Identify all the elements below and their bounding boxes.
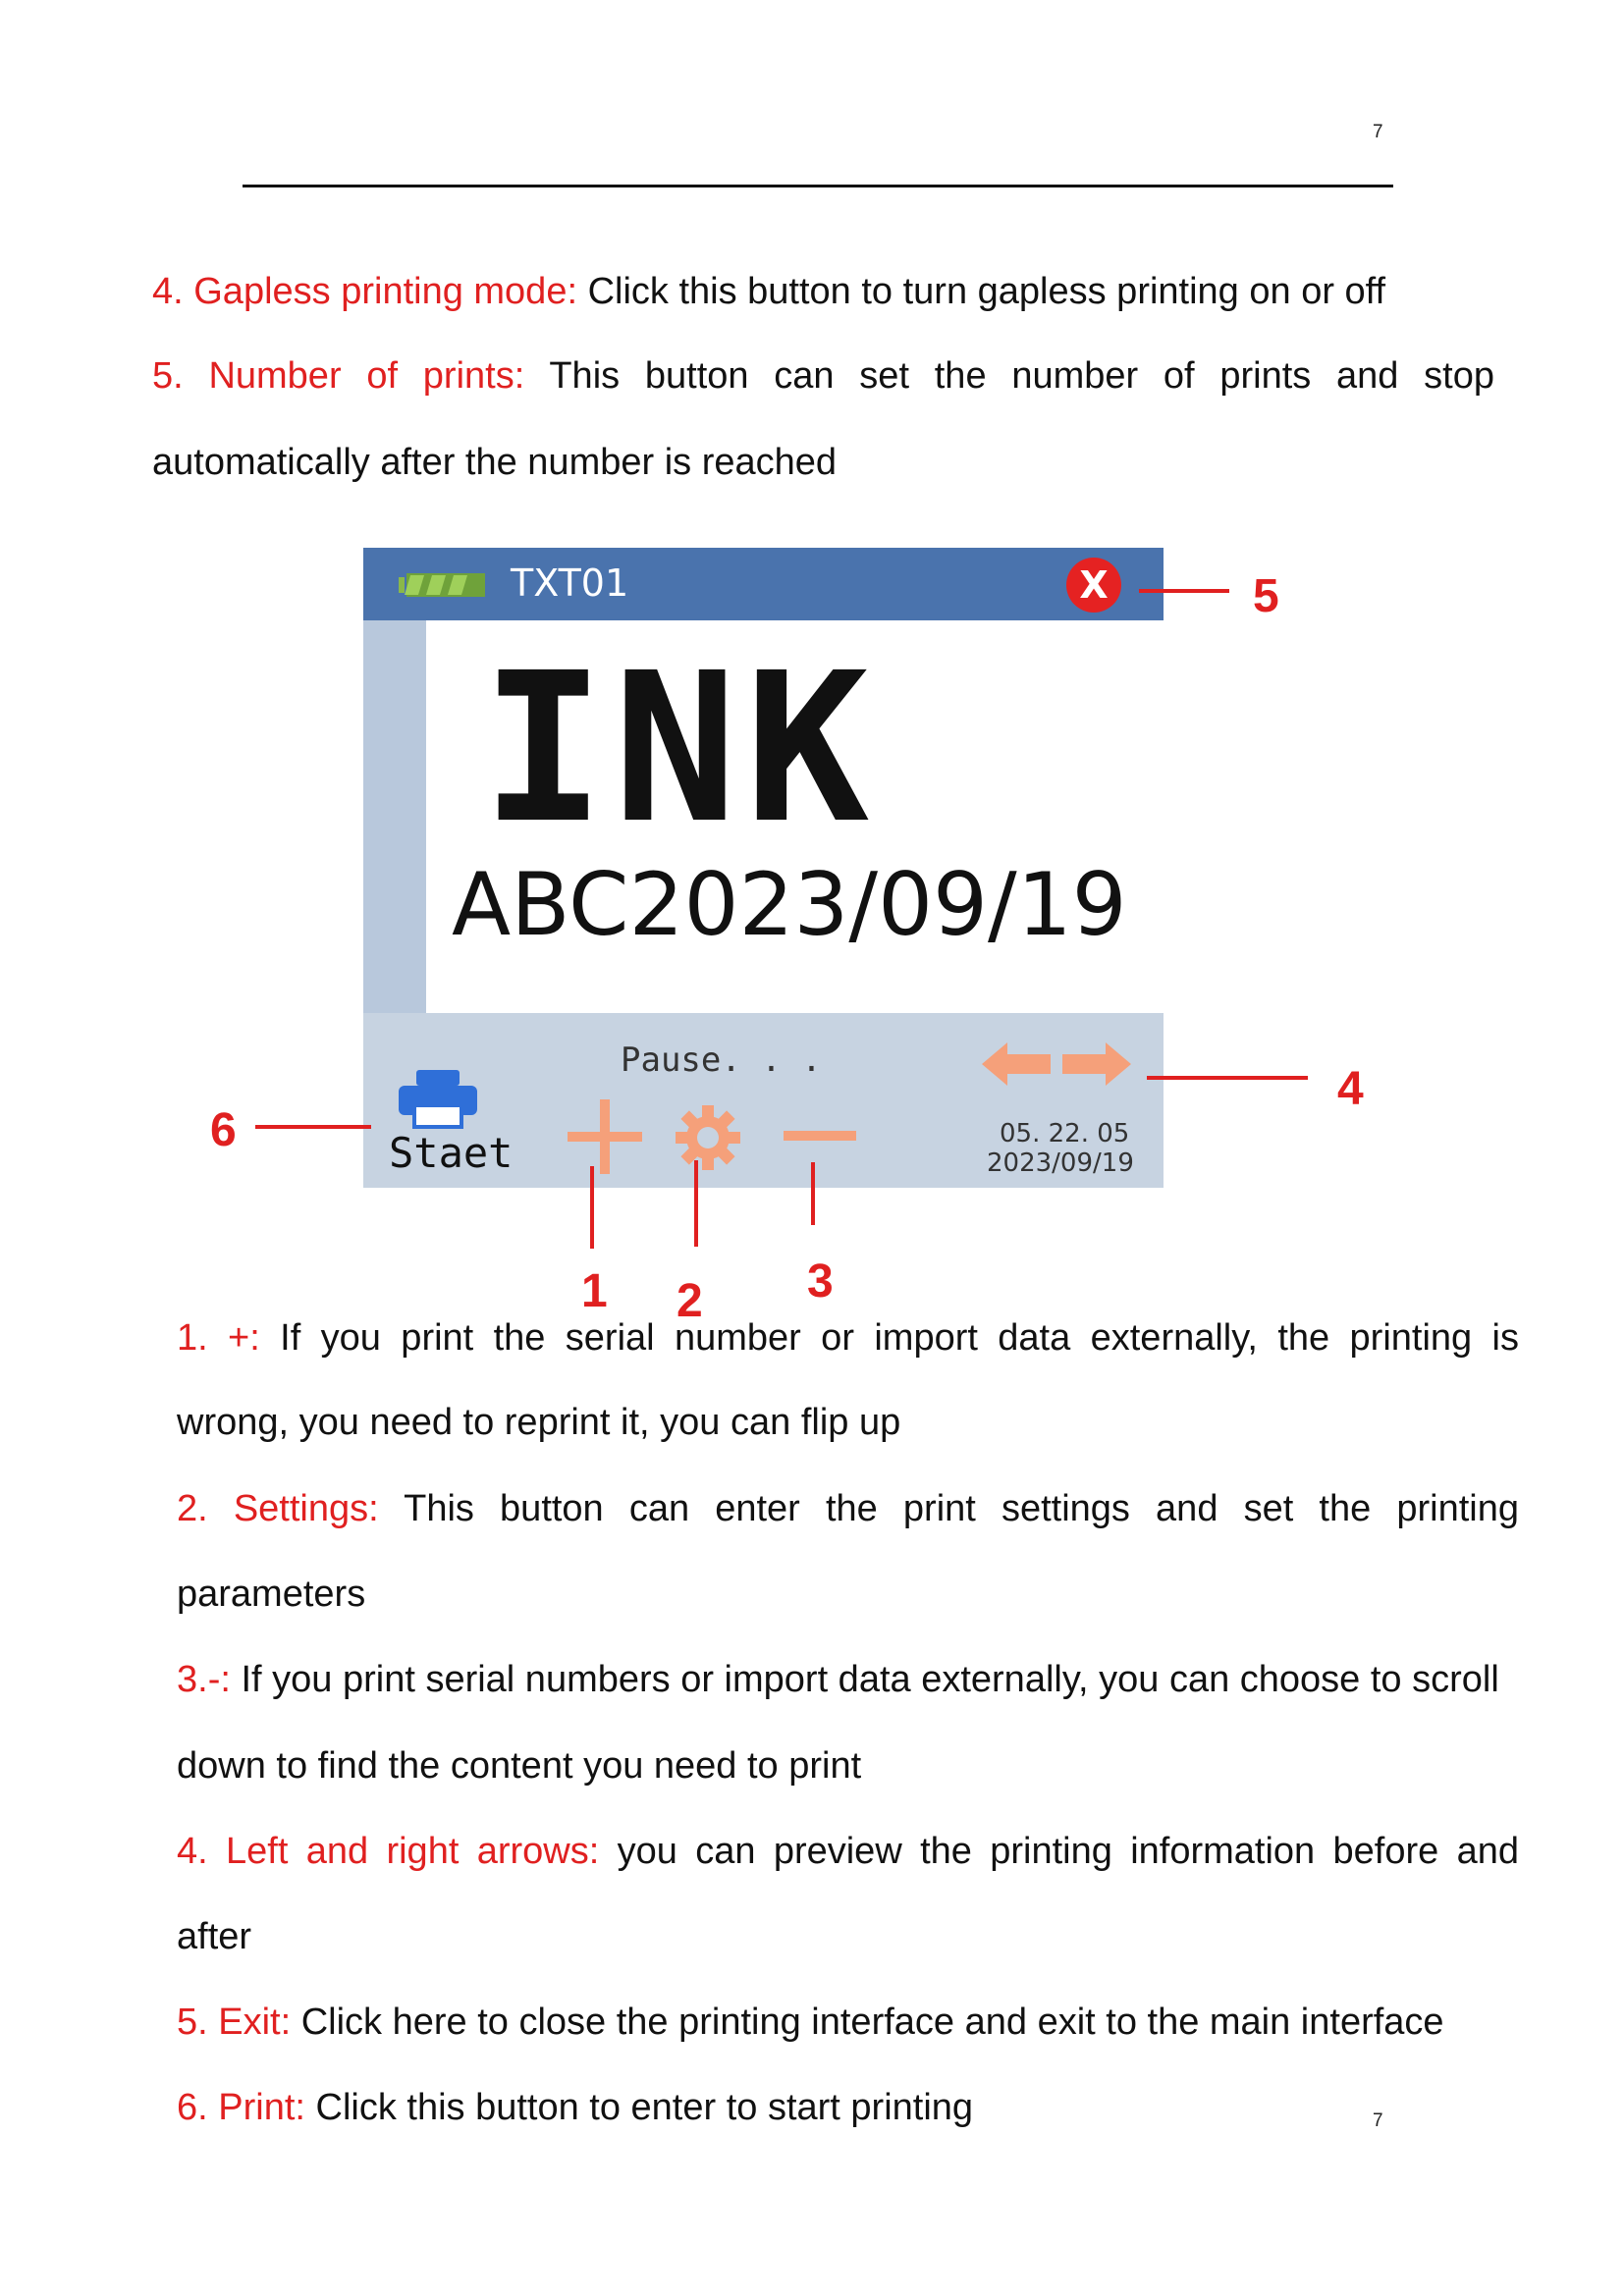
callout-3: 3 [807,1255,834,1308]
desc-item-4-continuation: after [177,1916,252,1957]
printer-screen [363,548,1164,1188]
desc-item-4-label: 4. Left and right arrows: [177,1831,600,1872]
desc-item-1-text: If you print the serial number or import data externally, the printing is [259,1317,1519,1359]
intro-item-4 [152,273,1385,310]
desc-item-2-label: 2. Settings: [177,1488,379,1529]
screen-code-text: ABC2023/09/19 [452,854,1127,955]
desc-item-5-text: Click here to close the printing interface and exit to the main interface [291,2002,1444,2043]
desc-item-5-label: 5. Exit: [177,2002,292,2043]
desc-item-6-text: Click this button to enter to start printing [304,2087,974,2128]
callout-line-5 [1139,589,1229,593]
page-number-bottom: 7 [1373,2110,1383,2131]
screen-time: 05. 22. 05 [1000,1119,1130,1148]
desc-item-6-label: 6. Print: [177,2087,305,2128]
screen-main-text: INK [481,628,878,869]
header-rule [243,185,1393,187]
callout-4: 4 [1337,1063,1364,1115]
intro-item-5-text: This button can set the number of prints and stop [524,355,1495,397]
intro-item-5-continuation: automatically after the number is reached [152,442,838,483]
exit-button[interactable]: X [1066,558,1121,613]
screen-date: 2023/09/19 [987,1148,1134,1178]
callout-line-6 [255,1125,371,1129]
callout-5: 5 [1253,570,1279,622]
desc-item-1-label: 1. +: [177,1317,260,1359]
screen-status: Pause. . . [621,1041,822,1080]
printer-icon [397,1070,479,1129]
desc-item-3-text: If you print serial numbers or import data externally, you can choose to scroll [230,1659,1499,1700]
desc-item-2-text: This button can enter the print settings and set the printing [378,1488,1519,1529]
callout-6: 6 [210,1104,237,1156]
battery-icon [399,571,487,599]
intro-item-5 [152,357,1494,395]
gear-icon[interactable] [676,1105,740,1170]
callout-2: 2 [677,1275,703,1327]
intro-item-5-label: 5. Number of prints: [152,355,525,397]
start-print-label: Staet [389,1129,514,1177]
desc-item-3 [177,1661,1499,1698]
desc-item-1-continuation: wrong, you need to reprint it, you can flip up [177,1402,901,1443]
right-arrow-icon[interactable] [1062,1042,1131,1086]
callout-line-1 [590,1166,594,1249]
desc-item-2 [177,1490,1519,1527]
callout-line-4 [1147,1076,1308,1080]
desc-item-3-continuation: down to find the content you need to print [177,1745,862,1787]
screen-title: TXT01 [511,561,629,605]
callout-line-3 [811,1162,815,1225]
callout-1: 1 [581,1265,608,1317]
intro-item-4-label: 4. Gapless printing mode: [152,271,578,312]
left-arrow-icon[interactable] [982,1042,1051,1086]
desc-item-6 [177,2089,973,2126]
plus-icon[interactable] [568,1099,642,1174]
desc-item-2-continuation: parameters [177,1574,366,1615]
desc-item-1 [177,1319,1519,1357]
page-number-top: 7 [1373,122,1383,142]
minus-icon[interactable] [784,1131,856,1141]
desc-item-4-text: you can preview the printing information before and [599,1831,1519,1872]
callout-line-2 [694,1160,698,1247]
desc-item-3-label: 3.-: [177,1659,231,1700]
intro-item-4-text: Click this button to turn gapless printing on or off [577,271,1386,312]
desc-item-5 [177,2003,1444,2041]
screen-left-strip [363,620,426,1013]
desc-item-4 [177,1833,1519,1870]
